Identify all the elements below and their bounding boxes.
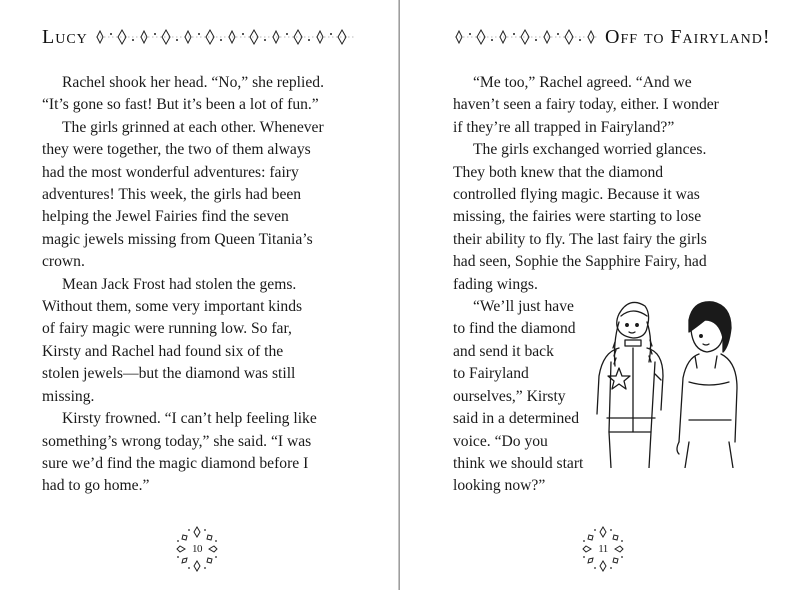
text-line: stolen jewels—but the diamond was still [42,365,296,383]
text-line: magic jewels missing from Queen Titania’s [42,230,313,248]
left-running-head-title: Lucy [42,25,88,48]
left-page [0,0,399,590]
left-running-header [42,22,356,52]
text-line: voice. “Do you [453,432,548,450]
text-line: Rachel shook her head. “No,” she replied. [62,74,324,91]
text-line: They both knew that the diamond [453,163,664,181]
text-line: had seen, Sophie the Sapphire Fairy, had [453,253,707,271]
text-line: think we should start [453,454,584,472]
text-line: Mean Jack Frost had stolen the gems. [62,275,297,293]
text-line: “We’ll just have [473,298,574,316]
book-gutter [398,0,400,590]
text-line: to Fairyland [453,365,529,383]
text-line: “It’s gone so fast! But it’s been a lot of fun.” [42,96,319,114]
text-line: something’s wrong today,” she said. “I was [42,432,312,450]
left-page-number: 10 [192,543,202,555]
text-line: if they’re all trapped in Fairyland?” [453,118,675,136]
text-line: “Me too,” Rachel agreed. “And we [473,74,692,91]
text-line: The girls exchanged worried glances. [473,141,707,159]
text-line: sure we’d find the magic diamond before I [42,454,309,472]
text-line: Kirsty frowned. “I can’t help feeling like [62,410,317,428]
text-line: to find the diamond [453,320,576,338]
right-page-number-badge [578,524,628,574]
text-line: ourselves,” Kirsty [453,387,566,405]
diamond-border-ornament [94,25,356,49]
text-line: their ability to fly. The last fairy the girls [453,230,707,248]
left-body-text [42,72,362,498]
text-line: helping the Jewel Fairies find the seven [42,208,289,226]
text-line: controlled flying magic. Because it was [453,186,700,204]
text-line: had the most wonderful adventures: fairy [42,163,299,181]
text-line: The girls grinned at each other. Whenever [62,118,324,136]
text-line: haven’t seen a fairy today, either. I wonder [453,96,719,114]
text-line: said in a determined [453,410,580,428]
text-line: had to go home.” [42,477,150,495]
text-line: crown. [42,253,85,271]
diamond-border-ornament [453,25,599,49]
text-line: looking now?” [453,477,546,495]
two-girls-illustration [589,292,747,468]
text-line: and send it back [453,342,554,360]
text-line: of fairy magic were running low. So far, [42,320,292,338]
right-running-header [453,22,771,52]
text-line: fading wings. [453,275,538,293]
text-line: they were together, the two of them always [42,141,311,159]
text-line: Kirsty and Rachel had found six of the [42,342,284,360]
text-line: Without them, some very important kinds [42,298,303,316]
text-line: missing. [42,387,95,405]
text-line: missing, the fairies were starting to lose [453,208,702,226]
right-page-number: 11 [598,543,608,555]
right-running-head-title: Off to Fairyland! [605,25,771,48]
left-page-number-badge [172,524,222,574]
text-line: adventures! This week, the girls had been [42,186,302,204]
right-page [401,0,800,590]
